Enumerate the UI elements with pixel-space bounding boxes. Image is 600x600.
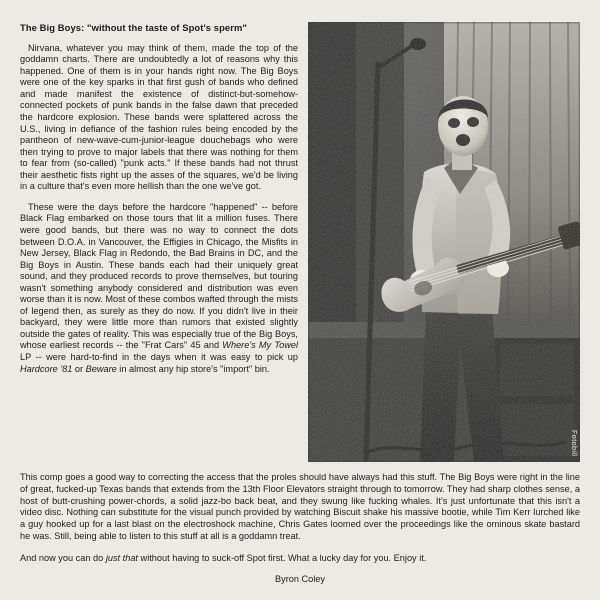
- closing-paragraph-1: This comp goes a good way to correcting the access that the proles should have always had this stuff. The Big Boys were right in the line of great, fucked-up Texas bands that extends from the 13th Floor Elevators straight through to tomorrow. They had sharp clothes sense, a host of butt-crushing power-chords, a solid jazz-bo back beat, and they swung like fucking whales. It's just unfortunate that this isn't a video disc. Nothing can substitute for the visual punch provided by watching Biscuit shake his massive bootie, while Tim Kerr lurched like a guy hooked up for a last blast on the electroshock machine, Chris Gates loomed over the proceedings like the ominous skate bastard he was. Still, being able to listen to this stuff at all is a goddamn treat.: [20, 472, 580, 541]
- photo-figure: [308, 22, 580, 462]
- photo-artwork: [308, 22, 580, 462]
- stage-photo: [308, 22, 580, 462]
- closing-paragraph-2: And now you can do just that without having to suck-off Spot first. What a lucky day for you. Enjoy it.: [20, 552, 427, 563]
- author-byline: Byron Coley: [274, 574, 326, 585]
- body-paragraph-1: Nirvana, whatever you may think of them, made the top of the goddamn charts. There are undoubtedly a lot of reasons why this happened. One of them is in your hands right now. The Big Boys were one of the key sparks in that first gush of bands who defined and made manifest the existence of distinct-but-somehow-connected pockets of punk bands in the false dawn that preceded the hardcore explosion. These bands were splattered across the U.S., living in defiance of the fashion rules being encoded by the pantheon of new-wave-cum-junior-league douchebags who were then trying to prove to major labels that there was nothing for them to fear from (so-called) "punk acts." If these bands had not thrust their aesthetic fists right up the asses of the squares, we'd be living in a culture that's even more hellish than the one we've got.: [20, 42, 298, 192]
- left-text-column: [20, 22, 298, 375]
- photo-credit: Fotobill: [570, 429, 579, 456]
- top-section: [20, 22, 580, 462]
- body-paragraph-2: These were the days before the hardcore "happened" -- before Black Flag embarked on those tours that lit a million fuses. There were good bands, but there was no way to connect the dots between D.O.A. in Vancouver, the Effigies in Chicago, the Misfits in New Jersey, Black Flag in Redondo, the Bad Brains in DC, and the Big Boys in Austin. These bands each had their uniquely great sound, and they produced records to prove themselves, but touring wasn't something anybody considered and distribution was even worse than it is now. Most of these combos wafted through the mists of legend then, as surely as they do now. If you didn't live in their backyard, they were little more than rumors that existed slightly outside the gates of reality. This was especially true of the Big Boys, whose earliest records -- the "Frat Cars" 45 and Where's My Towel LP -- were hard-to-find in the days when it was easy to pick up Hardcore '81 or Beware in almost any hip store's "import" bin.: [20, 201, 298, 374]
- bottom-section: [20, 472, 580, 584]
- page-title: The Big Boys: "without the taste of Spot's sperm": [20, 22, 247, 33]
